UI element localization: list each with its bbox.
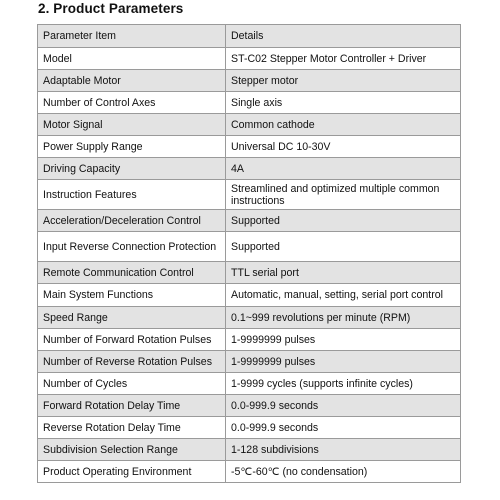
parameter-value-cell: Single axis: [226, 92, 461, 114]
table-row: [38, 284, 461, 307]
section-heading: 2. Product Parameters: [38, 1, 184, 16]
parameter-value-cell: Supported: [226, 232, 461, 262]
parameter-value-cell: Universal DC 10-30V: [226, 136, 461, 158]
parameter-name-cell: Driving Capacity: [38, 158, 226, 180]
parameter-value-cell: ST-C02 Stepper Motor Controller + Driver: [226, 48, 461, 70]
parameter-value-cell: Automatic, manual, setting, serial port control: [226, 284, 461, 307]
table-row: [38, 92, 461, 114]
header-parameter-item: Parameter Item: [38, 25, 226, 48]
parameter-value-cell: Supported: [226, 210, 461, 232]
parameter-value-cell: TTL serial port: [226, 262, 461, 284]
parameter-name-cell: Acceleration/Deceleration Control: [38, 210, 226, 232]
parameter-name-cell: Motor Signal: [38, 114, 226, 136]
parameter-name-cell: Forward Rotation Delay Time: [38, 395, 226, 417]
parameter-name-cell: Remote Communication Control: [38, 262, 226, 284]
table-row: [38, 461, 461, 483]
parameter-name-cell: Number of Cycles: [38, 373, 226, 395]
parameter-name-cell: Number of Forward Rotation Pulses: [38, 329, 226, 351]
table-row: [38, 373, 461, 395]
parameter-name-cell: Instruction Features: [38, 180, 226, 210]
parameter-name-cell: Subdivision Selection Range: [38, 439, 226, 461]
parameter-value-cell: Stepper motor: [226, 70, 461, 92]
table-row: [38, 351, 461, 373]
parameter-value-cell: 0.0-999.9 seconds: [226, 395, 461, 417]
table-row: [38, 439, 461, 461]
parameter-value-cell: 4A: [226, 158, 461, 180]
header-details: Details: [226, 25, 461, 48]
table-row: [38, 210, 461, 232]
table-row: [38, 114, 461, 136]
table-row: [38, 158, 461, 180]
parameter-value-cell: 1-9999999 pulses: [226, 329, 461, 351]
parameter-name-cell: Product Operating Environment: [38, 461, 226, 483]
parameter-value-cell: -5℃-60℃ (no condensation): [226, 461, 461, 483]
table-header-row: [38, 25, 461, 48]
table-row: [38, 262, 461, 284]
parameter-value-cell: Streamlined and optimized multiple common instructions: [226, 180, 461, 210]
parameter-name-cell: Main System Functions: [38, 284, 226, 307]
parameter-value-cell: 0.1~999 revolutions per minute (RPM): [226, 307, 461, 329]
parameter-value-cell: Common cathode: [226, 114, 461, 136]
parameter-value-cell: 1-9999999 pulses: [226, 351, 461, 373]
parameter-name-cell: Power Supply Range: [38, 136, 226, 158]
table-row: [38, 232, 461, 262]
table-row: [38, 48, 461, 70]
parameter-value-cell: 1-128 subdivisions: [226, 439, 461, 461]
table-row: [38, 307, 461, 329]
parameter-value-cell: 1-9999 cycles (supports infinite cycles): [226, 373, 461, 395]
parameter-value-cell: 0.0-999.9 seconds: [226, 417, 461, 439]
parameter-name-cell: Adaptable Motor: [38, 70, 226, 92]
table-row: [38, 417, 461, 439]
table-row: [38, 180, 461, 210]
table-row: [38, 70, 461, 92]
parameter-name-cell: Reverse Rotation Delay Time: [38, 417, 226, 439]
parameter-name-cell: Number of Reverse Rotation Pulses: [38, 351, 226, 373]
parameter-name-cell: Model: [38, 48, 226, 70]
table-row: [38, 395, 461, 417]
table-row: [38, 329, 461, 351]
table-row: [38, 136, 461, 158]
parameter-name-cell: Speed Range: [38, 307, 226, 329]
parameter-name-cell: Number of Control Axes: [38, 92, 226, 114]
parameters-table-body: [38, 25, 461, 483]
parameter-name-cell: Input Reverse Connection Protection: [38, 232, 226, 262]
product-parameters-table: [37, 24, 461, 483]
